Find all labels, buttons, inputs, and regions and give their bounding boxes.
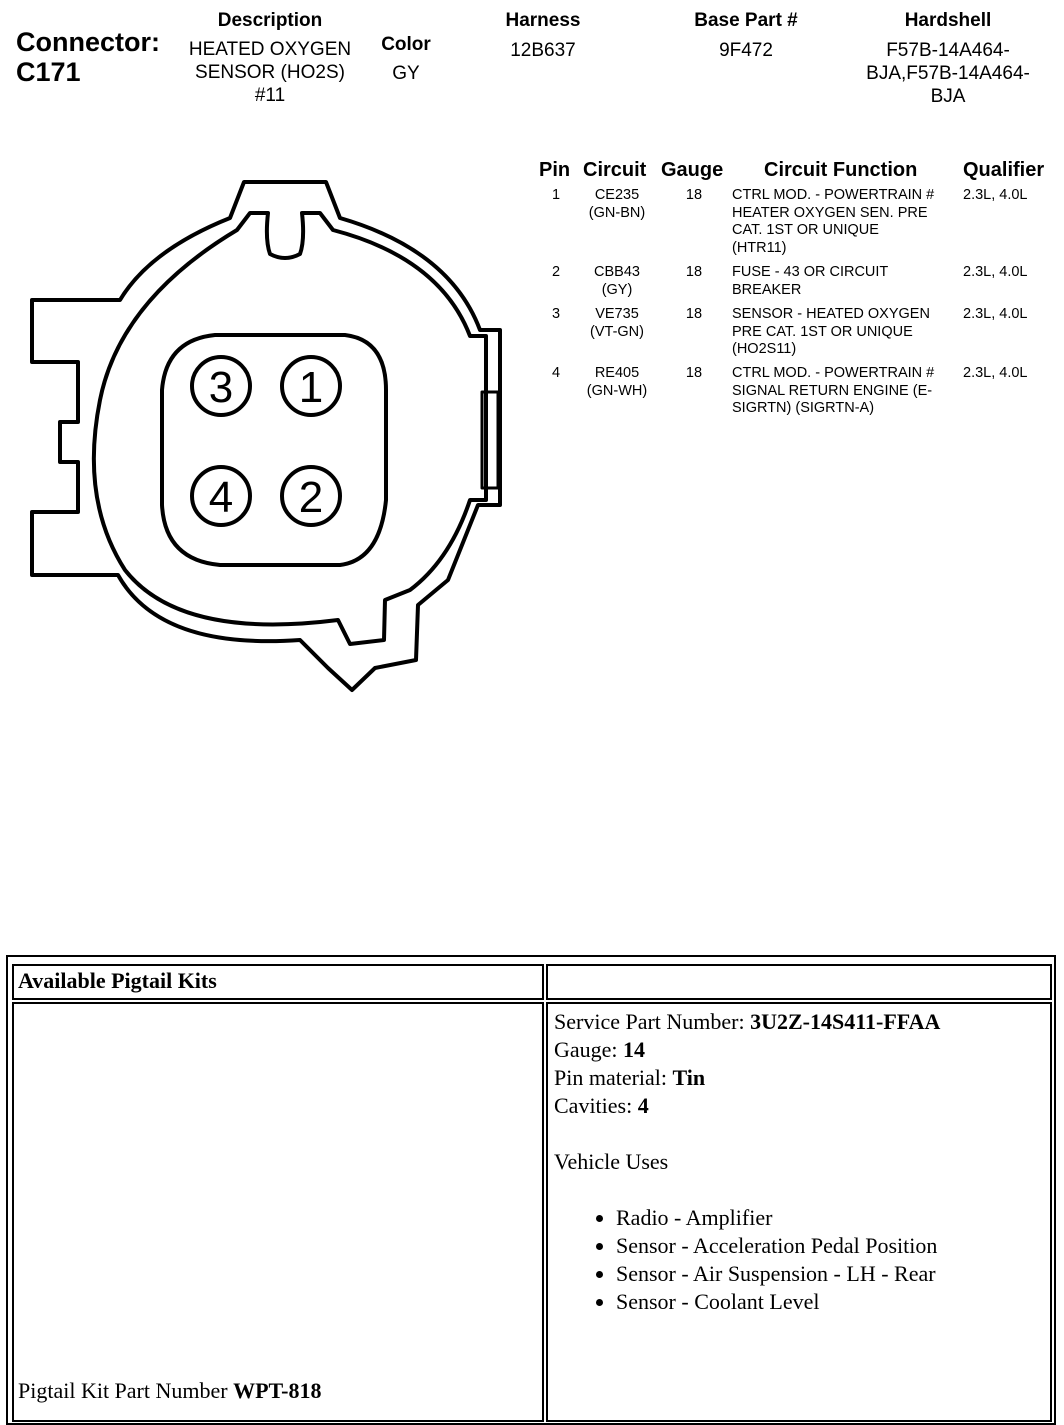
description-line: #11	[254, 85, 286, 106]
circuit-id: VE735	[595, 306, 639, 322]
function-line: SIGNAL RETURN ENGINE (E-	[732, 382, 933, 399]
circuit-column-header: Circuit	[583, 159, 647, 181]
function-cell	[732, 306, 962, 359]
hardshell-line: F57B-14A464-	[886, 40, 1010, 61]
qualifier-cell: 2.3L, 4.0L	[963, 365, 1028, 381]
pigtail-kit-part-value: WPT-818	[233, 1378, 322, 1403]
function-line: SIGRTN) (SIGRTN-A)	[732, 400, 875, 416]
circuit-id: CE235	[594, 187, 640, 203]
vehicle-use-item: • Radio - Amplifier	[616, 1204, 940, 1232]
vehicle-use-item: • Sensor - Coolant Level	[616, 1288, 940, 1316]
qualifier-column-header: Qualifier	[963, 159, 1045, 181]
vehicle-use-item: • Sensor - Air Suspension - LH - Rear	[616, 1260, 940, 1288]
function-line: CTRL MOD. - POWERTRAIN #	[732, 187, 935, 203]
function-line: CTRL MOD. - POWERTRAIN #	[732, 365, 935, 381]
gauge-cell: 18	[685, 187, 703, 203]
function-column-header: Circuit Function	[764, 159, 918, 181]
function-line: HEATER OXYGEN SEN. PRE	[732, 204, 928, 221]
pigtail-empty-cell	[546, 964, 1052, 1000]
connector-face-diagram	[22, 178, 512, 698]
pigtail-title: Available Pigtail Kits	[18, 968, 217, 993]
harness-value: 12B637	[510, 40, 576, 61]
function-line: PRE CAT. 1ST OR UNIQUE	[732, 323, 913, 340]
hardshell-line: BJA	[930, 86, 966, 107]
function-line: SENSOR - HEATED OXYGEN	[732, 306, 930, 322]
vehicle-uses-title: Vehicle Uses	[554, 1149, 669, 1174]
pigtail-kit-part-number	[18, 1378, 322, 1404]
hardshell-line: BJA,F57B-14A464-	[866, 63, 1030, 84]
housing-outline	[32, 182, 500, 690]
function-line: (HTR11)	[732, 239, 787, 256]
function-line: FUSE - 43 OR CIRCUIT	[732, 264, 889, 280]
function-cell	[732, 187, 962, 257]
service-part-value: 3U2Z-14S411-FFAA	[750, 1009, 941, 1034]
circuit-cell	[572, 306, 662, 341]
qualifier-cell: 2.3L, 4.0L	[963, 264, 1028, 280]
vehicle-use-item: • Sensor - Acceleration Pedal Position	[616, 1232, 940, 1260]
pigtail-details-cell	[546, 1002, 1052, 1422]
gauge-cell: 18	[685, 264, 703, 280]
qualifier-cell: 2.3L, 4.0L	[963, 187, 1028, 203]
pigtail-kit-part-label: Pigtail Kit Part Number	[18, 1378, 228, 1403]
housing-inner-outline	[94, 213, 486, 644]
pin-material-line	[554, 1064, 940, 1092]
gauge-line	[554, 1036, 940, 1064]
hardshell-header: Hardshell	[904, 10, 992, 31]
base-part-value: 9F472	[719, 40, 773, 61]
pin-number: 3	[551, 306, 561, 322]
color-header: Color	[381, 34, 431, 55]
service-part-label: Service Part Number:	[554, 1009, 745, 1034]
connector-label: Connector:	[16, 27, 160, 57]
gauge-label: Gauge:	[554, 1037, 618, 1062]
circuit-id: CBB43	[594, 264, 640, 280]
cavities-value: 4	[637, 1093, 649, 1118]
pin-label-1: 1	[298, 363, 324, 412]
function-cell	[732, 365, 962, 418]
circuit-cell	[572, 187, 662, 222]
pin-material-value: Tin	[672, 1065, 706, 1090]
cavities-label: Cavities:	[554, 1093, 633, 1118]
connector-id: C171	[16, 57, 81, 87]
description-header: Description	[217, 10, 323, 31]
pigtail-kits-table	[6, 955, 1056, 1425]
pin-number: 1	[551, 187, 561, 203]
function-line: CAT. 1ST OR UNIQUE	[732, 222, 879, 238]
circuit-color: (GN-WH)	[586, 382, 648, 399]
circuit-id: RE405	[594, 365, 640, 381]
pin-number: 2	[551, 264, 561, 280]
hardshell-value	[848, 39, 1048, 108]
circuit-cell	[572, 365, 662, 400]
pin-label-3: 3	[208, 363, 234, 412]
function-line: BREAKER	[732, 281, 802, 298]
description-line: SENSOR (HO2S)	[195, 62, 345, 83]
pigtail-image-cell	[12, 1002, 544, 1422]
function-cell	[732, 264, 962, 299]
pin-column-header: Pin	[539, 159, 571, 181]
pin-material-label: Pin material:	[554, 1065, 668, 1090]
qualifier-cell: 2.3L, 4.0L	[963, 306, 1028, 322]
pigtail-title-cell	[12, 964, 544, 1000]
pin-number: 4	[551, 365, 561, 381]
harness-header: Harness	[505, 10, 581, 31]
circuit-color: (GN-BN)	[588, 204, 646, 221]
color-value: GY	[392, 63, 420, 84]
pin-label-2: 2	[298, 473, 324, 522]
circuit-color: (VT-GN)	[590, 323, 644, 340]
gauge-value: 14	[623, 1037, 646, 1062]
gauge-cell: 18	[685, 306, 703, 322]
cavities-line	[554, 1092, 940, 1120]
pigtail-details	[554, 1008, 940, 1316]
gauge-cell: 18	[685, 365, 703, 381]
circuit-color: (GY)	[601, 281, 633, 298]
connector-title	[16, 27, 160, 87]
description-line: HEATED OXYGEN	[188, 39, 352, 60]
gauge-column-header: Gauge	[661, 159, 724, 181]
circuit-cell	[572, 264, 662, 299]
base-part-header: Base Part #	[694, 10, 798, 31]
service-part-line	[554, 1008, 940, 1036]
pin-label-4: 4	[208, 473, 234, 522]
vehicle-uses-list	[554, 1204, 940, 1316]
description-value	[170, 38, 370, 107]
function-line: (HO2S11)	[732, 341, 797, 357]
